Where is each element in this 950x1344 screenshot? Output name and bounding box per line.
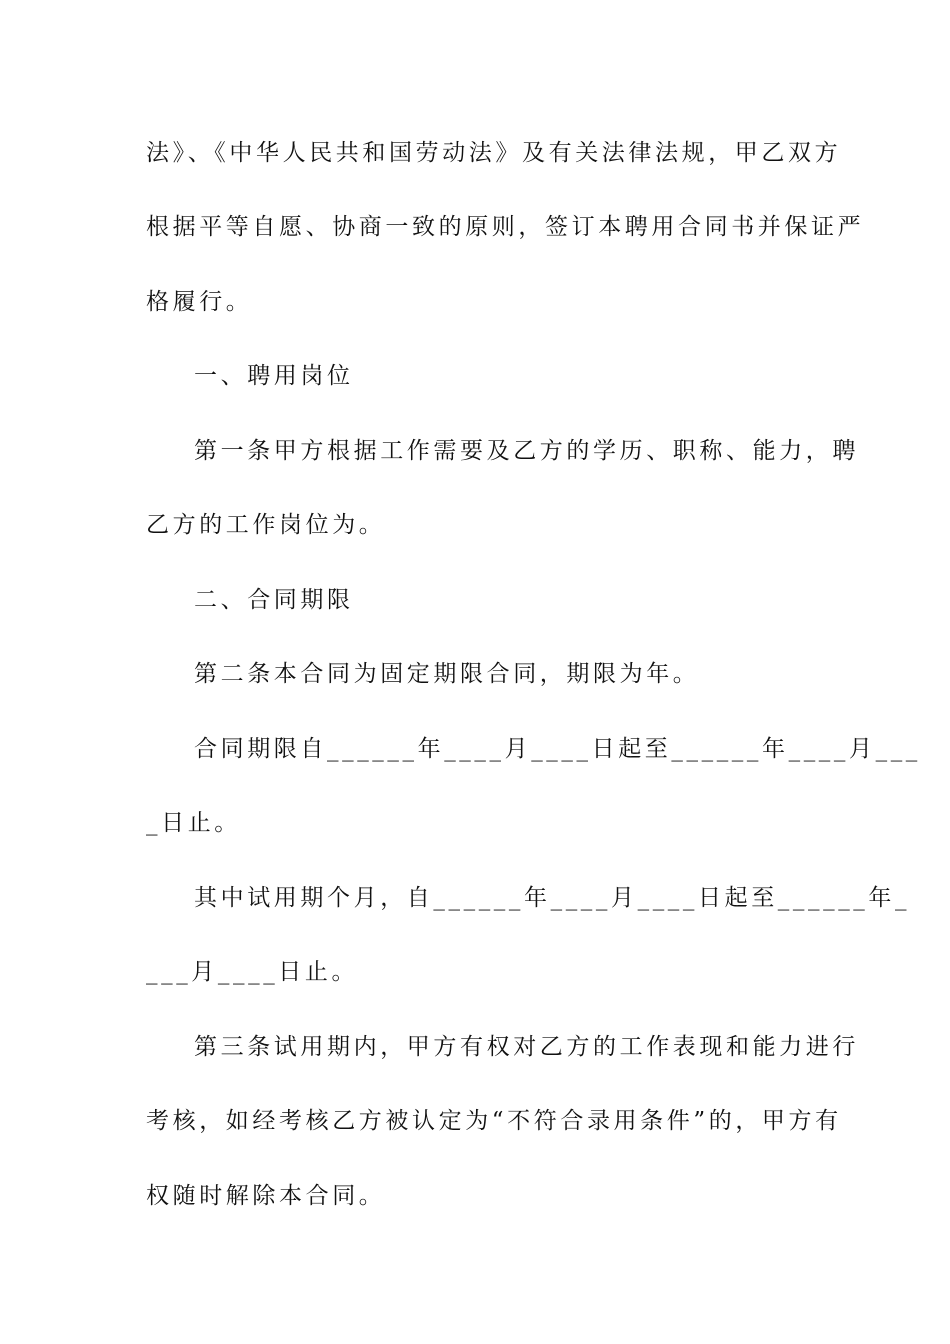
text-line: 格履行。: [146, 289, 253, 315]
text-line: _日止。: [146, 810, 241, 836]
text-line: 根据平等自愿、协商一致的原则，签订本聘用合同书并保证严: [146, 214, 865, 240]
text-line: 第二条本合同为固定期限合同，期限为年。: [194, 661, 700, 687]
text-line: 第三条试用期内，甲方有权对乙方的工作表现和能力进行: [194, 1034, 859, 1060]
section-heading: 一、聘用岗位: [194, 363, 354, 389]
text-line: ___月____日止。: [146, 959, 359, 985]
text-line: 第一条甲方根据工作需要及乙方的学历、职称、能力，聘: [194, 438, 859, 464]
text-line: 合同期限自______年____月____日起至______年____月___: [194, 736, 921, 762]
text-line: 权随时解除本合同。: [146, 1183, 386, 1209]
text-line: 考核，如经考核乙方被认定为“不符合录用条件”的，甲方有: [146, 1108, 842, 1134]
section-heading: 二、合同期限: [194, 587, 354, 613]
text-line: 乙方的工作岗位为。: [146, 512, 386, 538]
text-line: 其中试用期个月，自______年____月____日起至______年_: [194, 885, 911, 911]
text-line: 法》、《中华人民共和国劳动法》及有关法律法规，甲乙双方: [146, 140, 842, 166]
